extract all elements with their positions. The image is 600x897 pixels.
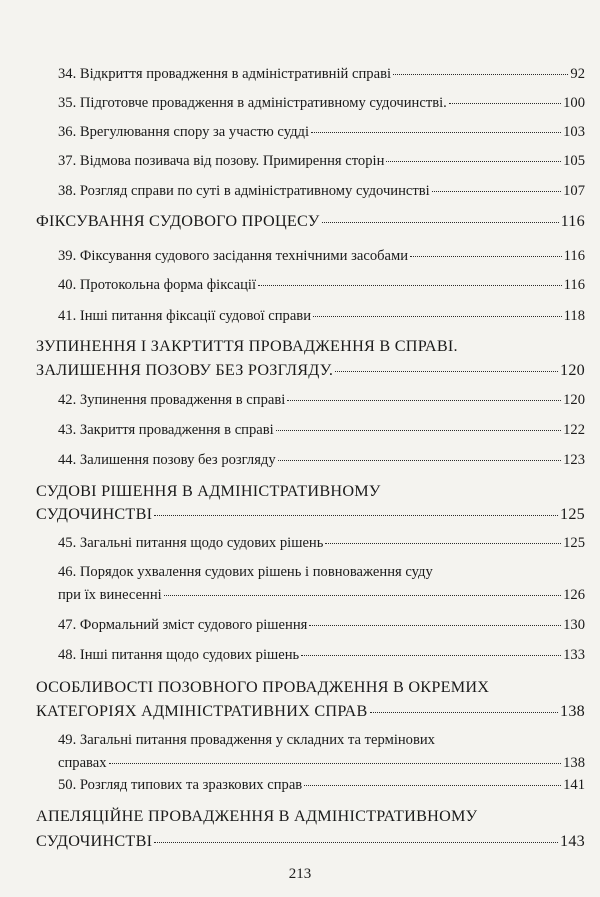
- toc-line: [58, 95, 585, 112]
- toc-entry-title: 48. Інші питання щодо судових рішень: [58, 647, 300, 663]
- toc-page-number: 138: [563, 755, 585, 771]
- toc-entry-title: 39. Фіксування судового засідання технічними засобами: [58, 248, 409, 264]
- toc-entry-title: при їх винесенні: [58, 587, 162, 603]
- toc-leader-dots: [393, 74, 568, 75]
- toc-page-number: 92: [570, 66, 585, 82]
- toc-line: [36, 212, 585, 231]
- toc-entry-title: 37. Відмова позивача від позову. Примирення сторін: [58, 153, 385, 169]
- toc-line: [58, 66, 585, 83]
- toc-line: [58, 392, 585, 409]
- toc-leader-dots: [432, 191, 561, 192]
- toc-line: [58, 755, 585, 772]
- toc-line: [58, 153, 585, 170]
- toc-entry-title: 36. Врегулювання спору за участю судді: [58, 124, 309, 140]
- toc-line: [36, 832, 585, 851]
- toc-leader-dots: [301, 655, 561, 656]
- toc-line: [58, 647, 585, 664]
- toc-line: [58, 564, 585, 581]
- toc-page-number: 133: [563, 647, 585, 663]
- toc-page-number: 122: [563, 422, 585, 438]
- toc-page-number: 123: [563, 452, 585, 468]
- toc-line: [36, 702, 585, 721]
- toc-entry-title: ЗУПИНЕННЯ І ЗАКРТИТТЯ ПРОВАДЖЕННЯ В СПРАВІ.: [36, 337, 458, 355]
- toc-line: [58, 587, 585, 604]
- toc-leader-dots: [309, 625, 561, 626]
- toc-leader-dots: [386, 161, 561, 162]
- toc-line: [58, 777, 585, 794]
- toc-page-number: 107: [563, 183, 585, 199]
- page-number: 213: [288, 866, 312, 882]
- toc-leader-dots: [154, 842, 558, 843]
- toc-leader-dots: [370, 712, 558, 713]
- toc-entry-title: 45. Загальні питання щодо судових рішень: [58, 535, 324, 551]
- toc-line: [36, 361, 585, 380]
- toc-page-number: 120: [559, 361, 585, 379]
- toc-leader-dots: [276, 430, 561, 431]
- toc-line: [36, 337, 585, 356]
- toc-line: [58, 732, 585, 749]
- toc-leader-dots: [325, 543, 561, 544]
- toc-page-number: 118: [563, 308, 585, 324]
- toc-leader-dots: [449, 103, 561, 104]
- toc-leader-dots: [322, 222, 559, 223]
- toc-entry-title: справах: [58, 755, 107, 771]
- toc-page-number: 105: [563, 153, 585, 169]
- toc-page-number: 130: [563, 617, 585, 633]
- toc-page-number: 143: [559, 832, 585, 850]
- toc-line: [58, 183, 585, 200]
- toc-page-number: 100: [563, 95, 585, 111]
- toc-leader-dots: [335, 371, 558, 372]
- toc-line: [58, 277, 585, 294]
- toc-line: [58, 535, 585, 552]
- toc-entry-title: 34. Відкриття провадження в адміністративній справі: [58, 66, 392, 82]
- toc-line: [58, 124, 585, 141]
- toc-entry-title: 44. Залишення позову без розгляду: [58, 452, 276, 468]
- toc-entry-title: 46. Порядок ухвалення судових рішень і повноваження суду: [58, 564, 433, 580]
- toc-line: [36, 482, 585, 501]
- toc-entry-title: 42. Зупинення провадження в справі: [58, 392, 286, 408]
- toc-page-number: 138: [559, 702, 585, 720]
- toc-entry-title: ЗАЛИШЕННЯ ПОЗОВУ БЕЗ РОЗГЛЯДУ.: [36, 361, 334, 379]
- toc-entry-title: ФІКСУВАННЯ СУДОВОГО ПРОЦЕСУ: [36, 212, 320, 230]
- toc-line: [36, 807, 585, 826]
- toc-entry-title: СУДОЧИНСТВІ: [36, 832, 153, 850]
- toc-leader-dots: [109, 763, 562, 764]
- toc-line: [58, 308, 585, 325]
- toc-leader-dots: [258, 285, 562, 286]
- toc-entry-title: 38. Розгляд справи по суті в адміністративному судочинстві: [58, 183, 430, 199]
- toc-leader-dots: [304, 785, 561, 786]
- toc-entry-title: 49. Загальні питання провадження у складних та термінових: [58, 732, 435, 748]
- toc-entry-title: СУДОЧИНСТВІ: [36, 505, 153, 523]
- toc-entry-title: 47. Формальний зміст судового рішення: [58, 617, 308, 633]
- toc-page-number: 103: [563, 124, 585, 140]
- toc-leader-dots: [313, 316, 562, 317]
- toc-page-number: 116: [563, 277, 585, 293]
- toc-page-number: 126: [563, 587, 585, 603]
- toc-line: [58, 422, 585, 439]
- toc-entry-title: СУДОВІ РІШЕННЯ В АДМІНІСТРАТИВНОМУ: [36, 482, 381, 500]
- toc-leader-dots: [278, 460, 561, 461]
- toc-page-number: 116: [560, 212, 585, 230]
- toc-page-number: 116: [563, 248, 585, 264]
- toc-leader-dots: [287, 400, 561, 401]
- toc-entry-title: 40. Протокольна форма фіксації: [58, 277, 257, 293]
- toc-entry-title: АПЕЛЯЦІЙНЕ ПРОВАДЖЕННЯ В АДМІНІСТРАТИВНОМУ: [36, 807, 478, 825]
- toc-page-number: 125: [559, 505, 585, 523]
- toc-line: [58, 248, 585, 265]
- toc-line: [36, 505, 585, 524]
- toc-page-number: 125: [563, 535, 585, 551]
- toc-entry-title: 41. Інші питання фіксації судової справи: [58, 308, 312, 324]
- toc-page-number: 141: [563, 777, 585, 793]
- toc-line: [36, 678, 585, 697]
- toc-leader-dots: [154, 515, 558, 516]
- toc-entry-title: 35. Підготовче провадження в адміністративному судочинстві.: [58, 95, 447, 111]
- toc-leader-dots: [164, 595, 561, 596]
- toc-page-number: 120: [563, 392, 585, 408]
- toc-line: [58, 617, 585, 634]
- toc-entry-title: 50. Розгляд типових та зразкових справ: [58, 777, 303, 793]
- toc-line: [58, 452, 585, 469]
- toc-leader-dots: [311, 132, 561, 133]
- toc-entry-title: 43. Закриття провадження в справі: [58, 422, 274, 438]
- toc-leader-dots: [410, 256, 562, 257]
- toc-entry-title: ОСОБЛИВОСТІ ПОЗОВНОГО ПРОВАДЖЕННЯ В ОКРЕМИХ: [36, 678, 490, 696]
- toc-entry-title: КАТЕГОРІЯХ АДМІНІСТРАТИВНИХ СПРАВ: [36, 702, 368, 720]
